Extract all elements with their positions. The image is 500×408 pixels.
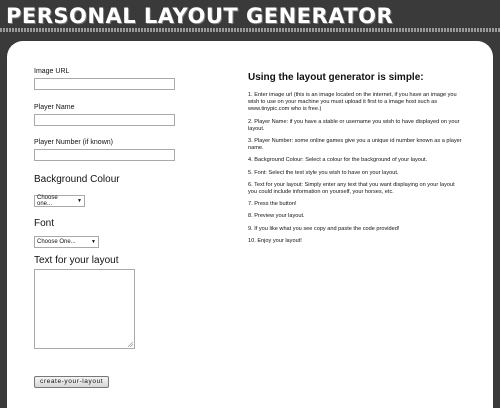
instruction-step: 8. Preview your layout. [248,213,305,220]
instruction-step: 2. Player Name: if you have a stable or username you wish to have displayed on your layout. [248,118,460,132]
instruction-step: 5. Font: Select the text style you wish to have on your layout. [248,169,399,176]
layout-text-label: Text for your layout [34,255,119,266]
background-colour-select[interactable] [34,195,85,207]
image-url-input[interactable] [34,78,175,90]
instruction-step: 3. Player Number: some online games give you a unique id number known as a player name. [248,138,462,152]
background-colour-label: Background Colour [34,174,120,185]
instructions-heading: Using the layout generator is simple: [248,72,424,83]
instruction-step: 6. Text for your layout: Simply enter any text that you want displaying on your layout you could include information on yourself, your horses, etc. [248,181,455,196]
layout-form [34,67,224,388]
chevron-down-icon: ▼ [91,239,96,245]
main-panel [7,41,493,408]
player-number-label: Player Number (if known) [34,139,113,146]
title-underline [0,28,500,32]
instructions-panel [248,72,463,250]
image-url-label: Image URL [34,68,70,75]
instruction-step: 4. Background Colour: Select a colour for the background of your layout. [248,157,428,164]
layout-text-area[interactable] [34,269,135,349]
instruction-step: 7. Press the button! [248,201,297,208]
font-select[interactable] [34,236,99,248]
font-selected: Choose One... [37,239,76,245]
player-number-input[interactable] [34,149,175,161]
header [0,0,500,40]
create-layout-button[interactable]: create-your-layout [34,376,109,388]
background-colour-selected: Choose one... [37,195,58,207]
player-name-label: Player Name [34,104,75,111]
chevron-down-icon: ▼ [77,198,82,204]
resize-grip-icon[interactable] [128,342,133,347]
instructions-list [248,92,463,245]
instruction-step: 10. Enjoy your layout! [248,237,302,244]
page-title: PERSONAL LAYOUT GENERATOR [6,4,394,28]
font-label: Font [34,218,55,229]
instruction-step: 1. Enter image url (this is an image located on the internet, if you have an image you wish to use on your machine you must upload it first to a image host such as www.tinypic.com who is free.) [248,92,457,113]
instruction-step: 9. If you like what you see copy and paste the code provided! [248,225,400,232]
player-name-input[interactable] [34,114,175,126]
